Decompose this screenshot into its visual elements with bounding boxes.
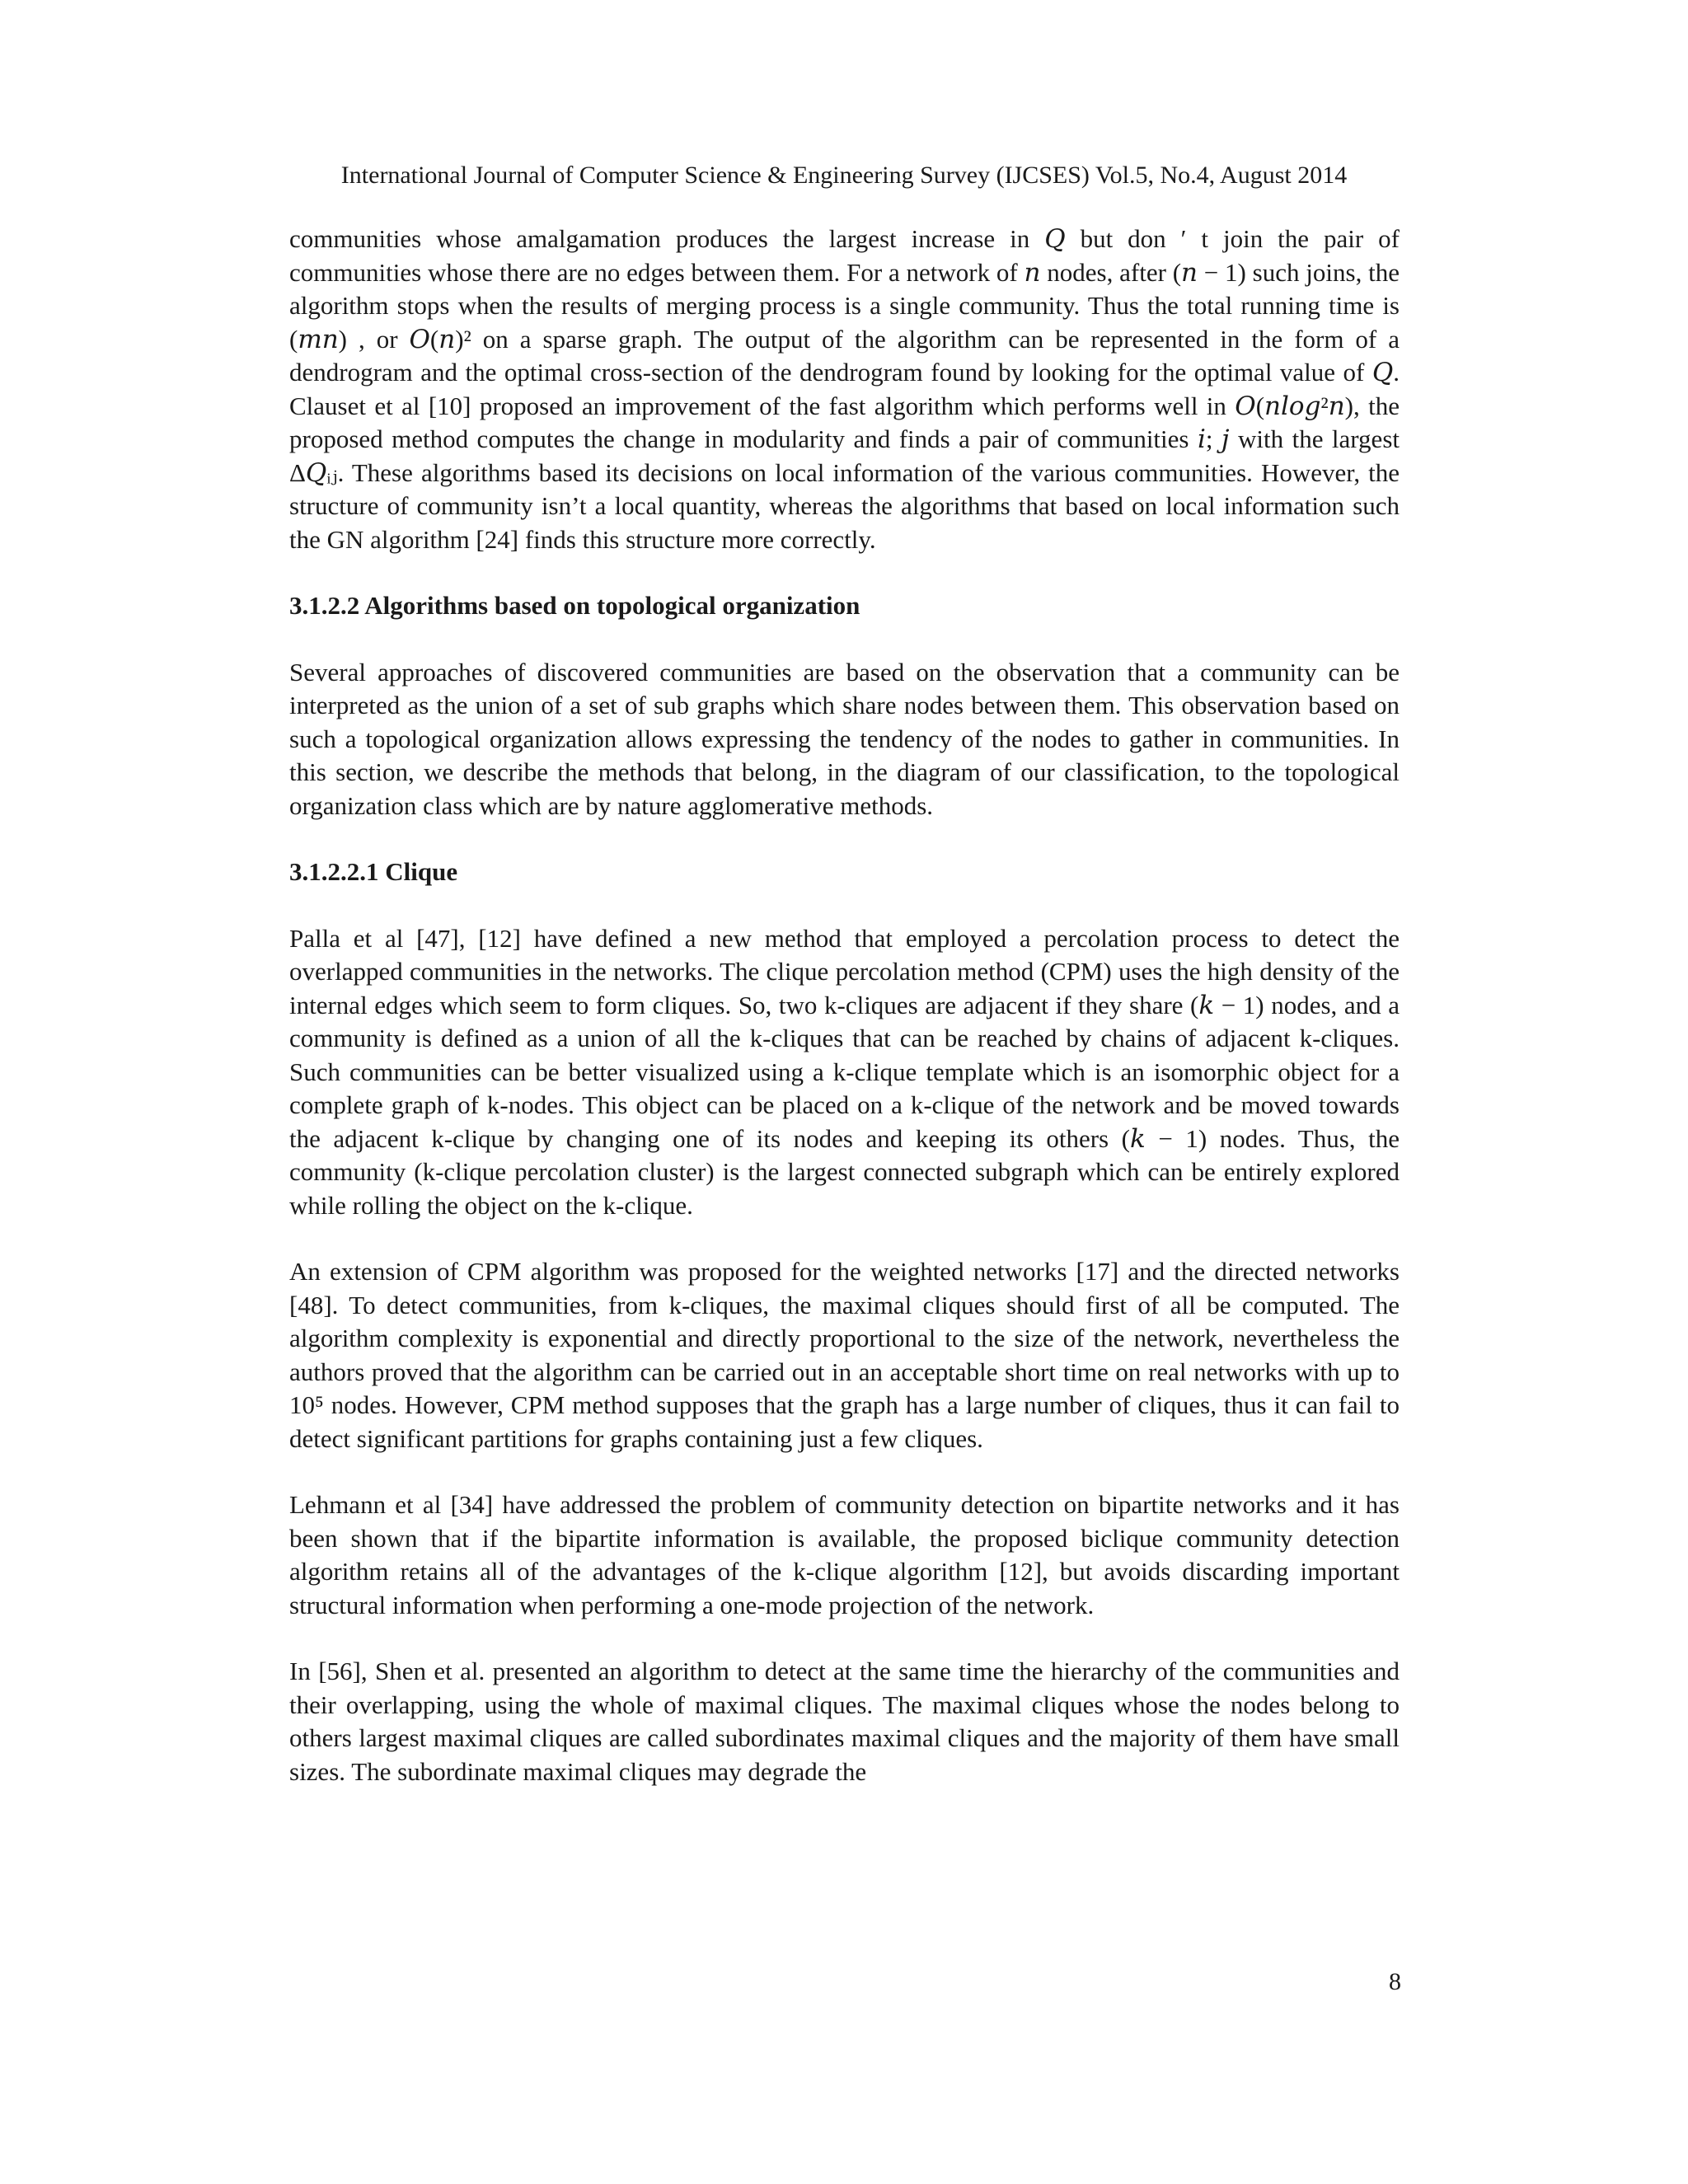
paragraph-shen: In [56], Shen et al. presented an algorithm to detect at the same time the hierarchy of the communities and their overlapping, using the whole of maximal cliques. The maximal cliques whose the nodes belong to others largest maximal cliques are called subordinates maximal cliques and the majority of them have small sizes. The subordinate maximal cliques may degrade the [289,1657,1400,1786]
section-heading-clique: 3.1.2.2.1 Clique [289,857,458,886]
paragraph-greedy-algorithm: communities whose amalgamation produces the largest increase in 𝑄 but don ′ t join the pair of communities whose there are no edges between them. For a network of 𝑛 nodes, after (𝑛 − 1) such joins, the algorithm stops when the results of merging process is a single community. Thus the total running time is (𝑚𝑛) , or 𝑂(𝑛)² on a sparse graph. The output of the algorithm can be represented in the form of a dendrogram and the optimal cross-section of the dendrogram found by looking for the optimal value of 𝑄. Clauset et al [10] proposed an improvement of the fast algorithm which performs well in 𝑂(𝑛𝑙𝑜𝑔²𝑛), the proposed method computes the change in modularity and finds a pair of communities 𝑖; 𝑗 with the largest Δ𝑄ᵢⱼ. These algorithms based its decisions on local information of the various communities. However, the structure of community isn’t a local quantity, whereas the algorithms that based on local information such the GN algorithm [24] finds this structure more correctly. [289,224,1400,554]
section-heading-topological: 3.1.2.2 Algorithms based on topological organization [289,591,860,620]
body-text [289,223,1400,1821]
paragraph-biclique: Lehmann et al [34] have addressed the problem of community detection on bipartite networks and it has been shown that if the bipartite information is available, the proposed biclique community detection algorithm retains all of the advantages of the k-clique algorithm [12], but avoids discarding important structural information when performing a one-mode projection of the network. [289,1490,1400,1619]
page-number: 8 [1389,1968,1401,1995]
running-header: International Journal of Computer Science & Engineering Survey (IJCSES) Vol.5, No.4, August 2014 [340,162,1348,189]
paragraph-cpm: Palla et al [47], [12] have defined a new method that employed a percolation process to detect the overlapped communities in the networks. The clique percolation method (CPM) uses the high density of the internal edges which seem to form cliques. So, two k-cliques are adjacent if they share (𝑘 − 1) nodes, and a community is defined as a union of all the k-cliques that can be reached by chains of adjacent k-cliques. Such communities can be better visualized using a k-clique template which is an isomorphic object for a complete graph of k-nodes. This object can be placed on a k-clique of the network and be moved towards the adjacent k-clique by changing one of its nodes and keeping its others (𝑘 − 1) nodes. Thus, the community (k-clique percolation cluster) is the largest connected subgraph which can be entirely explored while rolling the object on the k-clique. [289,923,1400,1220]
paragraph-cpm-extension: An extension of CPM algorithm was proposed for the weighted networks [17] and the directed networks [48]. To detect communities, from k-cliques, the maximal cliques should first of all be computed. The algorithm complexity is exponential and directly proportional to the size of the network, nevertheless the authors proved that the algorithm can be carried out in an acceptable short time on real networks with up to 10⁵ nodes. However, CPM method supposes that the graph has a large number of cliques, thus it can fail to detect significant partitions for graphs containing just a few cliques. [289,1257,1400,1453]
paragraph-topological-intro: Several approaches of discovered communities are based on the observation that a community can be interpreted as the union of a set of sub graphs which share nodes between them. This observation based on such a topological organization allows expressing the tendency of the nodes to gather in communities. In this section, we describe the methods that belong, in the diagram of our classification, to the topological organization class which are by nature agglomerative methods. [289,657,1400,820]
